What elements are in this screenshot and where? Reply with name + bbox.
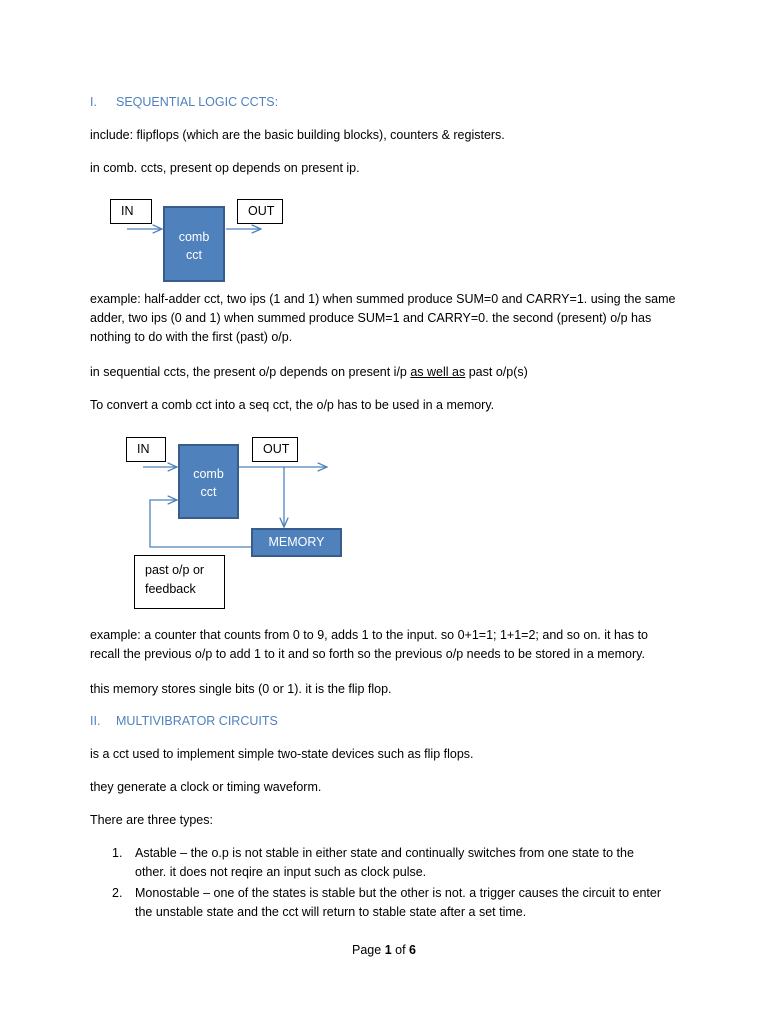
text-line: recall the previous o/p to add 1 to it and so forth so the previous o/p needs to be stored in a memory. xyxy=(90,647,645,661)
text-line: Astable – the o.p is not stable in either state and continually switches from one state to the xyxy=(135,846,634,860)
block-label-line2: cct xyxy=(186,248,202,262)
list-number: 2. xyxy=(112,886,123,900)
page-footer xyxy=(0,943,768,957)
page-number: 1 xyxy=(384,943,392,957)
underlined-text: as well as xyxy=(410,365,466,379)
output-label-box: OUT xyxy=(252,437,298,462)
memory-block: MEMORY xyxy=(251,528,342,557)
page-total: 6 xyxy=(409,943,416,957)
footer-middle: of xyxy=(391,943,410,957)
comb-cct-block xyxy=(178,444,239,519)
paragraph-three-types: There are three types: xyxy=(90,813,213,827)
feedback-label-line1: past o/p or xyxy=(145,563,205,577)
section-number: II. xyxy=(90,714,101,728)
paragraph-comb-ccts: in comb. ccts, present op depends on present ip. xyxy=(90,161,360,175)
text-line: example: half-adder cct, two ips (1 and 1) when summed produce SUM=0 and CARRY=1. using the same xyxy=(90,292,676,306)
text-run: in sequential ccts, the present o/p depends on present i/p xyxy=(90,365,411,379)
paragraph-convert: To convert a comb cct into a seq cct, the o/p has to be used in a memory. xyxy=(90,398,495,412)
text-line: other. it does not reqire an input such as clock pulse. xyxy=(135,865,427,879)
block-label-line1: comb xyxy=(193,467,224,481)
paragraph-counter-example xyxy=(90,626,690,664)
input-label-box: IN xyxy=(126,437,166,462)
text-line: the unstable state and the cct will return to stable state after a set time. xyxy=(135,905,527,919)
block-label-line1: comb xyxy=(178,230,210,244)
feedback-label-line2: feedback xyxy=(145,582,196,596)
footer-prefix: Page xyxy=(352,943,385,957)
feedback-label-box xyxy=(134,555,225,609)
section-number: I. xyxy=(90,95,97,109)
section-title: SEQUENTIAL LOGIC CCTS: xyxy=(116,95,279,109)
section-title: MULTIVIBRATOR CIRCUITS xyxy=(116,714,278,728)
block-label-line2: cct xyxy=(200,485,217,499)
list-item xyxy=(90,844,690,882)
section-heading-multivibrator xyxy=(90,712,690,731)
paragraph-clock: they generate a clock or timing waveform. xyxy=(90,780,322,794)
text-line: nothing to do with the first (past) o/p. xyxy=(90,330,293,344)
paragraph-memory-bits: this memory stores single bits (0 or 1). it is the flip flop. xyxy=(90,682,392,696)
text-line: Monostable – one of the states is stable but the other is not. a trigger causes the circuit to enter xyxy=(135,886,661,900)
list-number: 1. xyxy=(112,846,123,860)
types-list xyxy=(90,844,690,922)
text-line: adder, two ips (0 and 1) when summed produce SUM=1 and CARRY=0. the second (present) o/p has xyxy=(90,311,652,325)
output-label-box: OUT xyxy=(237,199,283,224)
list-item xyxy=(90,884,690,922)
text-line: example: a counter that counts from 0 to 9, adds 1 to the input. so 0+1=1; 1+1=2; and so on. it has to xyxy=(90,628,649,642)
paragraph-multivibrator-def: is a cct used to implement simple two-state devices such as flip flops. xyxy=(90,747,474,761)
paragraph-include: include: flipflops (which are the basic building blocks), counters & registers. xyxy=(90,128,505,142)
text-run: past o/p(s) xyxy=(465,365,528,379)
input-label-box: IN xyxy=(110,199,152,224)
